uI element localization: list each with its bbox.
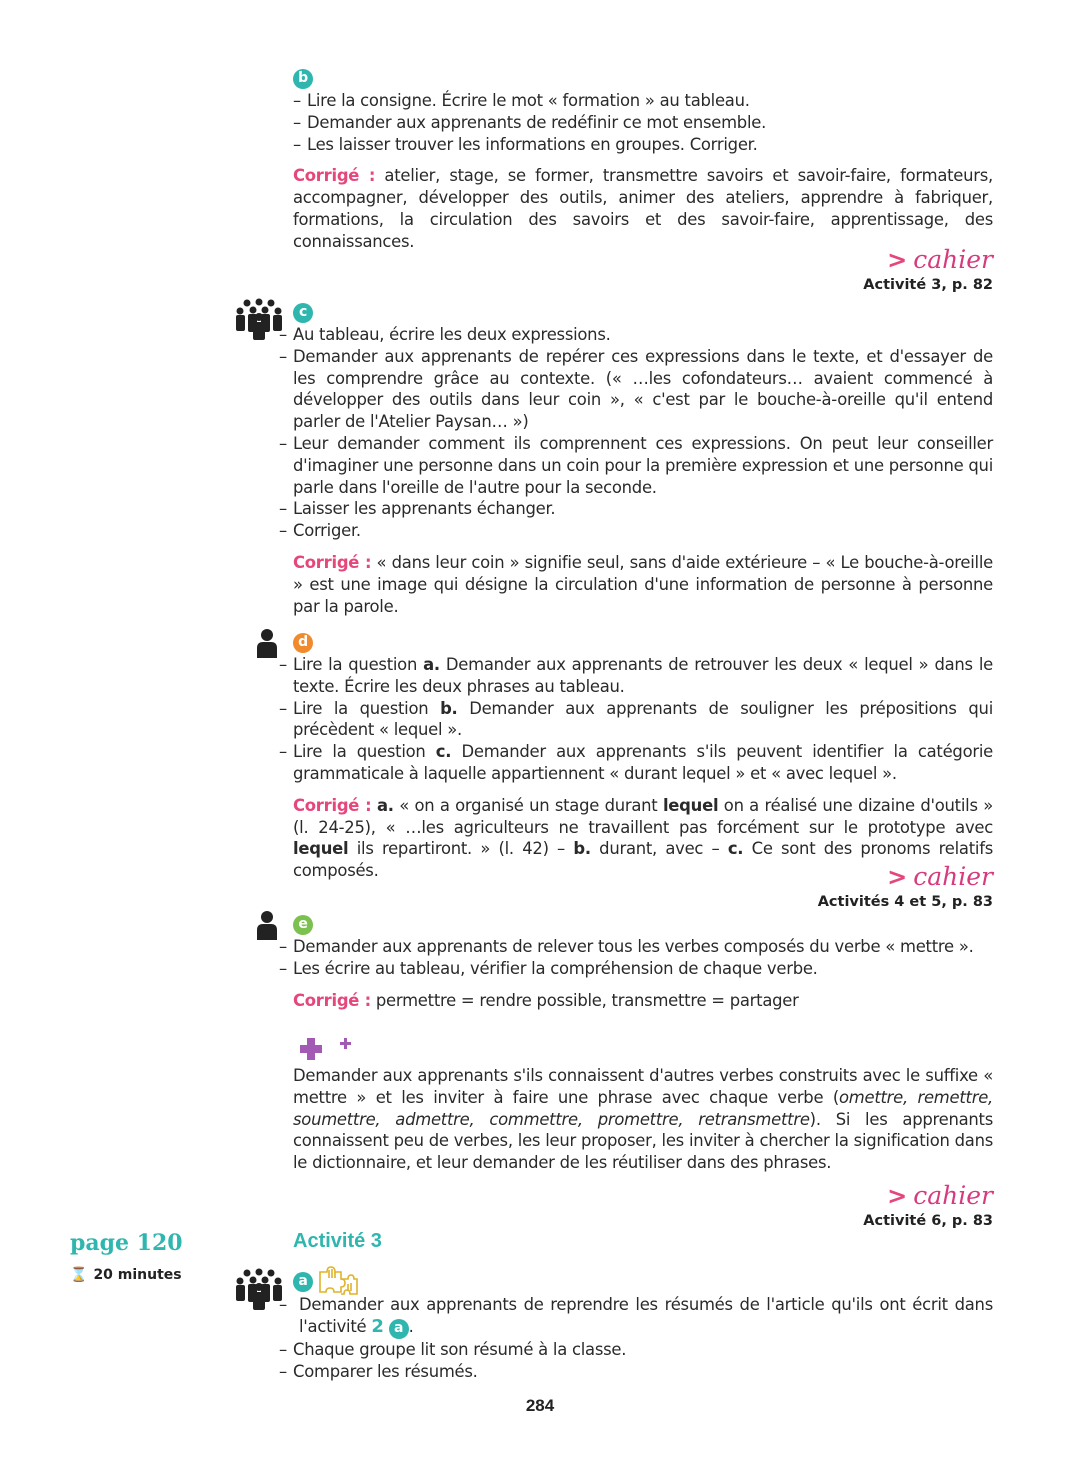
list-item: – Demander aux apprenants de reprendre les résumés de l'article qu'ils ont écrit dans l'activité 2 a .: [279, 1294, 993, 1339]
badge-d: d: [293, 633, 313, 653]
cahier-label: > cahier: [887, 245, 993, 274]
cahier-link-3[interactable]: [863, 1182, 993, 1230]
badge-a: a: [293, 1272, 313, 1292]
person-icon: [256, 910, 278, 940]
list-item: – Les laisser trouver les informations en groupes. Corriger.: [293, 134, 993, 156]
section-c: [293, 300, 993, 617]
list-item: – Lire la question a. Demander aux apprenants de retrouver les deux « lequel » dans le texte. Écrire les deux phrases au tableau.: [279, 654, 993, 698]
list-item: – Les écrire au tableau, vérifier la compréhension de chaque verbe.: [279, 958, 993, 980]
cahier-label: > cahier: [887, 862, 993, 891]
badge-c: c: [293, 303, 313, 323]
activity-title: Activité 3: [293, 1230, 382, 1252]
cahier-label: > cahier: [887, 1181, 993, 1210]
list-item: – Lire la question b. Demander aux apprenants de souligner les prépositions qui précèdent « lequel ».: [279, 698, 993, 742]
corrige-text: atelier, stage, se former, transmettre savoirs et savoir-faire, formateurs, accompagner, développer des outils, animer des ateliers, apprendre à fabriquer, formations, la circulation des savoirs et des savoir-faire, apprentissage, des connaissances.: [293, 166, 994, 251]
activity-number: 2: [371, 1315, 384, 1337]
section-c-list: [279, 324, 993, 542]
chevron-right-icon: >: [887, 246, 908, 274]
corrige-paragraph: [293, 990, 993, 1012]
section-d-list: [279, 654, 993, 785]
cahier-ref: Activité 6, p. 83: [863, 1213, 993, 1229]
corrige-label: Corrigé :: [293, 552, 372, 572]
corrige-text: permettre = rendre possible, transmettre = partager: [370, 990, 799, 1010]
badge-e: e: [293, 915, 313, 935]
section-e-list: [279, 936, 993, 980]
puzzle-icon: [317, 1264, 359, 1298]
list-item: – Demander aux apprenants de relever tous les verbes composés du verbe « mettre ».: [279, 936, 993, 958]
section-b: [293, 66, 993, 253]
badge-b: b: [293, 69, 313, 89]
verbs-list: omettre, remettre, soumettre, admettre, commettre, promettre, retransmettre: [293, 1087, 993, 1129]
chevron-right-icon: >: [887, 863, 908, 891]
activity3-list: [279, 1294, 993, 1382]
list-item: – Laisser les apprenants échanger.: [279, 498, 993, 520]
extra-paragraph: Demander aux apprenants s'ils connaissent d'autres verbes construits avec le suffixe « mettre » et les inviter à faire une phrase avec chaque verbe (omettre, remettre, soumettre, admettre, commettre, promettre, retransmettre). Si les apprenants connaissent peu de verbes, les leur proposer, les inviter à chercher la signification dans le dictionnaire, et leur demander de les réutiliser dans des phrases.: [293, 1066, 993, 1173]
corrige-paragraph: [293, 552, 993, 617]
section-d: [293, 630, 993, 882]
duration: ⌛ 20 minutes: [70, 1267, 182, 1283]
group-icon: [234, 1268, 284, 1310]
list-item: – Chaque groupe lit son résumé à la classe.: [279, 1339, 993, 1361]
corrige-label: Corrigé :: [293, 166, 376, 186]
page-reference: page 120: [70, 1230, 183, 1256]
list-item: – Leur demander comment ils comprennent ces expressions. On peut leur conseiller d'imaginer une personne dans un coin pour la première expression et une personne qui parle dans l'oreille de l'autre pour la seconde.: [279, 433, 993, 498]
cahier-ref: Activité 3, p. 82: [863, 277, 993, 293]
section-b-list: [293, 90, 993, 155]
cahier-link-2[interactable]: [818, 863, 993, 911]
corrige-paragraph: [293, 165, 993, 252]
list-item: – Demander aux apprenants de redéfinir ce mot ensemble.: [293, 112, 993, 134]
hourglass-icon: ⌛: [70, 1267, 88, 1283]
corrige-text: « dans leur coin » signifie seul, sans d'aide extérieure – « Le bouche-à-oreille » est une image qui désigne la circulation d'une information de personne à personne par la parole.: [293, 552, 993, 616]
group-icon: [234, 298, 284, 340]
list-item: – Lire la question c. Demander aux apprenants s'ils peuvent identifier la catégorie grammaticale à laquelle appartiennent « durant lequel » et « avec lequel ».: [279, 741, 993, 785]
page-number: 284: [525, 1396, 555, 1415]
chevron-right-icon: >: [887, 1182, 908, 1210]
plus-plus-icon: [298, 1036, 358, 1062]
activity3-section-a: [293, 1264, 993, 1382]
corrige-label: Corrigé :: [293, 795, 372, 815]
list-item: – Au tableau, écrire les deux expressions.: [279, 324, 993, 346]
list-item: – Corriger.: [279, 520, 993, 542]
badge-a-inline: a: [389, 1319, 409, 1339]
list-item: – Comparer les résumés.: [279, 1361, 993, 1383]
section-e: [293, 912, 993, 1011]
corrige-label: Corrigé :: [293, 990, 371, 1010]
cahier-ref: Activités 4 et 5, p. 83: [817, 894, 993, 910]
list-item: – Lire la consigne. Écrire le mot « formation » au tableau.: [293, 90, 993, 112]
person-icon: [256, 628, 278, 658]
corrige-paragraph: Corrigé : a. « on a organisé un stage durant lequel on a réalisé une dizaine d'outils » (l. 24-25), « …les agriculteurs ne travaillent pas forcément sur le prototype avec lequel ils repartiront. » (l. 42) – b. durant, avec – c. Ce sont des pronoms relatifs composés.: [293, 795, 994, 881]
list-item: – Demander aux apprenants de repérer ces expressions dans le texte, et d'essayer de les comprendre grâce au contexte. (« …les cofondateurs… avaient commencé à développer des outils dans leur coin », « c'est par le bouche-à-oreille qu'il entend parler de l'Atelier Paysan… »): [279, 346, 993, 433]
cahier-link-1[interactable]: [863, 246, 993, 294]
